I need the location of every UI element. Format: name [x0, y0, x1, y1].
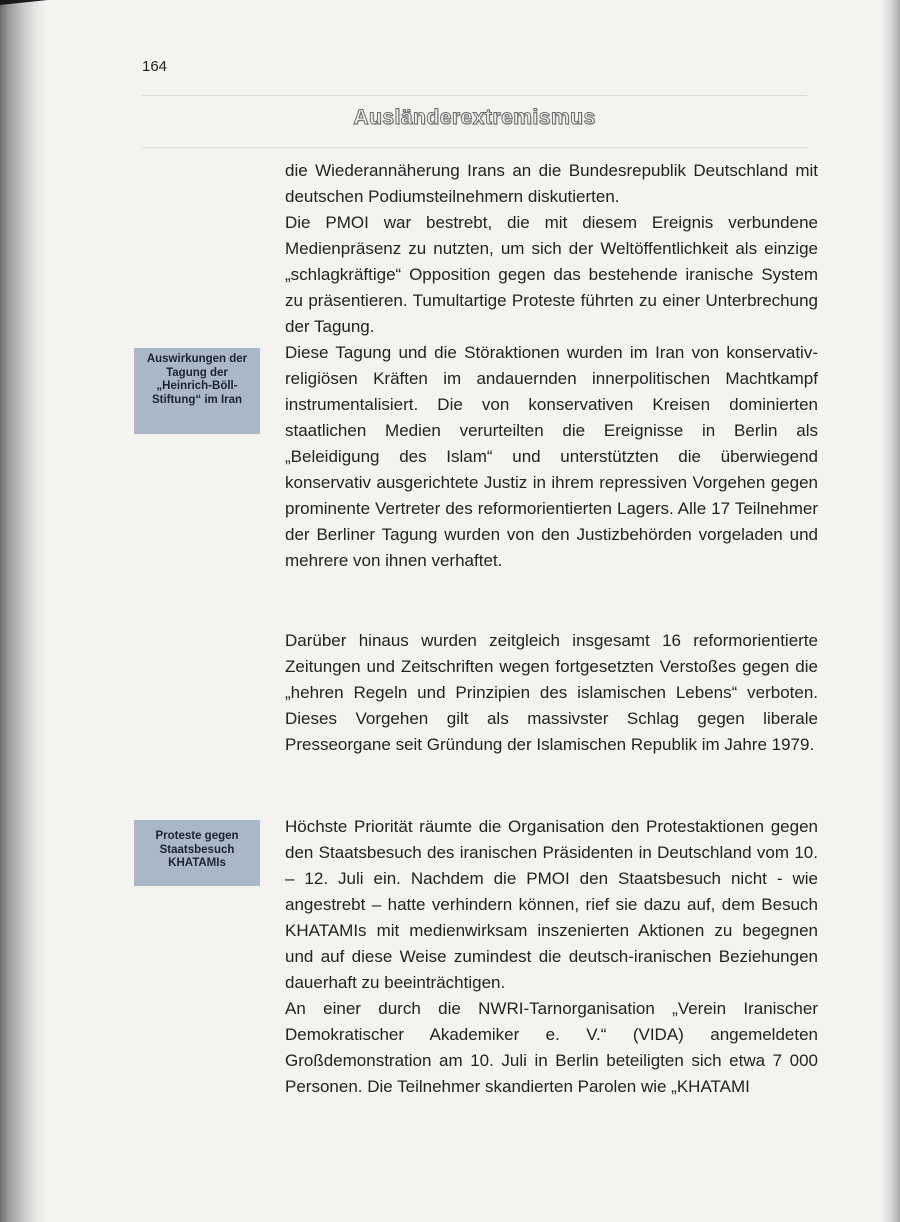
- paragraph-5: Höchste Priorität räumte die Organisation den Protestaktionen gegen den Staatsbesuch des iranischen Präsidenten in Deutschland vom 10. – 12. Juli ein. Nachdem die PMOI den Staatsbesuch nicht - wie angestrebt – hatte verhindern können, rief sie dazu auf, dem Besuch KHATAMIs mit medienwirksam inszenierten Aktionen zu begegnen und auf diese Weise zumindest die deutsch-iranischen Beziehungen dauerhaft zu beeinträchtigen.: [285, 817, 818, 992]
- margin-note-khatami-protest: Proteste gegen Staatsbesuch KHATAMIs: [134, 820, 260, 886]
- margin-note-heinrich-boell: Auswirkungen der Tagung der „Heinrich-Böll-Stiftung“ im Iran: [134, 348, 260, 434]
- text-block-middle: [285, 628, 818, 758]
- page-number: 164: [142, 58, 168, 75]
- paragraph-1: die Wiederannäherung Irans an die Bundesrepublik Deutschland mit deutschen Podiumsteilnehmern diskutierten.: [285, 161, 818, 206]
- page-edge-shadow-right: [880, 0, 900, 1222]
- header-rule-top: [142, 95, 807, 96]
- header-rule-bottom: [142, 147, 807, 148]
- paragraph-3: Diese Tagung und die Störaktionen wurden im Iran von konservativ-religiösen Kräften im andauernden innerpolitischen Machtkampf instrumentalisiert. Die von konservativen Kreisen dominierten staatlichen Medien verurteilten die Ereignisse in Berlin als „Beleidigung des Islam“ und unterstützten die überwiegend konservativ ausgerichtete Justiz in ihrem repressiven Vorgehen gegen prominente Vertreter des reformorientierten Lagers. Alle 17 Teilnehmer der Berliner Tagung wurden von den Justizbehörden vorgeladen und mehrere von ihnen verhaftet.: [285, 343, 818, 570]
- paragraph-4: Darüber hinaus wurden zeitgleich insgesamt 16 reformorientierte Zeitungen und Zeitschriften wegen fortgesetzten Verstoßes gegen die „hehren Regeln und Prinzipien des islamischen Lebens“ verboten. Dieses Vorgehen gilt als massivster Schlag gegen liberale Presseorgane seit Gründung der Islamischen Republik im Jahre 1979.: [285, 631, 818, 754]
- text-block-bottom: [285, 814, 818, 1100]
- text-block-top: [285, 158, 818, 574]
- paragraph-2: Die PMOI war bestrebt, die mit diesem Ereignis verbundene Medienpräsenz zu nutzten, um sich der Weltöffentlichkeit als einzige „schlagkräftige“ Opposition gegen das bestehende iranische System zu präsentieren. Tumultartige Proteste führten zu einer Unterbrechung der Tagung.: [285, 213, 818, 336]
- paragraph-6: An einer durch die NWRI-Tarnorganisation „Verein Iranischer Demokratischer Akademiker e. V.“ (VIDA) angemeldeten Großdemonstration am 10. Juli in Berlin beteiligten sich etwa 7 000 Personen. Die Teilnehmer skandierten Parolen wie „KHATAMI: [285, 999, 818, 1096]
- running-title: Ausländerextremismus: [353, 106, 596, 129]
- book-spine-shadow-left: [0, 0, 46, 1222]
